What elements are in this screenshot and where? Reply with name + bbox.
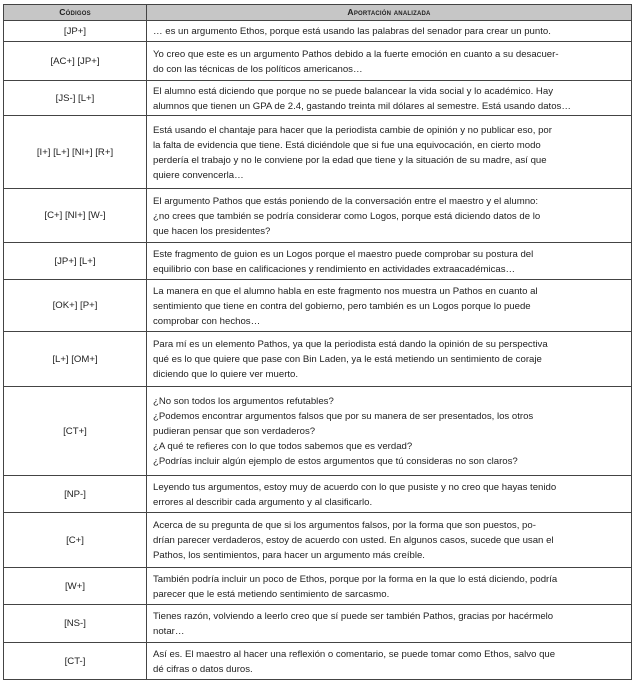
table-row (4, 476, 632, 513)
row-text: Leyendo tus argumentos, estoy muy de acuerdo con lo que pusiste y no creo que hayas tenido errores al describir cada argumento y al clasificarlo. (147, 476, 632, 513)
row-text: El alumno está diciendo que porque no se puede balancear la vida social y lo académico. Hay alumnos que tienen un GPA de 2.4, gastando treinta mil dólares al semestre. Está usando datos… (147, 81, 632, 116)
row-code: [AC+] [JP+] (4, 42, 147, 81)
table-row (4, 605, 632, 643)
row-code: [I+] [L+] [NI+] [R+] (4, 116, 147, 189)
row-text: La manera en que el alumno habla en este fragmento nos muestra un Pathos en cuanto al sentimiento que tiene en contra del gobierno, pero también es un Logos porque lo puede comprobar con hechos… (147, 280, 632, 332)
header-contribution: Aportación analizada (147, 5, 632, 21)
row-code: [C+] (4, 513, 147, 568)
table-row (4, 387, 632, 476)
row-code: [L+] [OM+] (4, 332, 147, 387)
table-row (4, 332, 632, 387)
row-text: ¿No son todos los argumentos refutables? ¿Podemos encontrar argumentos falsos que por su manera de ser presentados, los otros pudieran pensar que son verdaderos? ¿A qué te refieres con lo que todos sabemos que es verdad? ¿Podrías incluir algún ejemplo de estos argumentos que tú consideras no son claros? (147, 387, 632, 476)
row-code: [C+] [NI+] [W-] (4, 189, 147, 243)
row-code: [CT-] (4, 643, 147, 680)
row-code: [JP+] [L+] (4, 243, 147, 280)
header-codes: Códigos (4, 5, 147, 21)
row-text: Tienes razón, volviendo a leerlo creo que sí puede ser también Pathos, gracias por hacérmelo notar… (147, 605, 632, 643)
table-row (4, 568, 632, 605)
row-code: [JP+] (4, 21, 147, 42)
row-code: [NP-] (4, 476, 147, 513)
table-row (4, 81, 632, 116)
table-header-row (4, 5, 632, 21)
row-code: [JS-] [L+] (4, 81, 147, 116)
row-text: … es un argumento Ethos, porque está usando las palabras del senador para crear un punto. (147, 21, 632, 42)
analysis-table (3, 4, 632, 680)
row-code: [OK+] [P+] (4, 280, 147, 332)
table-row (4, 243, 632, 280)
table-row (4, 21, 632, 42)
row-text: El argumento Pathos que estás poniendo de la conversación entre el maestro y el alumno: ¿no crees que también se podría considerar como Logos, porque está diciendo datos de lo que hacen los presidentes? (147, 189, 632, 243)
table-row (4, 643, 632, 680)
row-code: [CT+] (4, 387, 147, 476)
row-text: Está usando el chantaje para hacer que la periodista cambie de opinión y no publicar eso, por la falta de evidencia que tiene. Está diciéndole que si fue una equivocación, en cierto modo perdería el trabajo y no le conviene por la edad que tiene y la situación de su madre, así que quiere convencerla… (147, 116, 632, 189)
table-row (4, 513, 632, 568)
row-code: [NS-] (4, 605, 147, 643)
row-text: Yo creo que este es un argumento Pathos debido a la fuerte emoción en cuanto a su desacuer- do con las técnicas de los políticos americanos… (147, 42, 632, 81)
row-text: Este fragmento de guion es un Logos porque el maestro puede comprobar su postura del equilibrio con base en calificaciones y rendimiento en actividades extraacadémicas… (147, 243, 632, 280)
row-text: Acerca de su pregunta de que si los argumentos falsos, por la forma que son puestos, po- drían parecer verdaderos, estoy de acuerdo con usted. En algunos casos, sucede que usan el Pathos, los sentimientos, para hacer un argumento más creíble. (147, 513, 632, 568)
table-row (4, 42, 632, 81)
row-text: Para mí es un elemento Pathos, ya que la periodista está dando la opinión de su perspectiva qué es lo que quiere que pase con Bin Laden, ya le está metiendo un sentimiento de coraje diciendo que lo quiere ver muerto. (147, 332, 632, 387)
row-code: [W+] (4, 568, 147, 605)
row-text: También podría incluir un poco de Ethos, porque por la forma en la que lo está diciendo, podría parecer que le está metiendo sentimiento de sarcasmo. (147, 568, 632, 605)
table-row (4, 116, 632, 189)
table-row (4, 280, 632, 332)
row-text: Así es. El maestro al hacer una reflexión o comentario, se puede tomar como Ethos, salvo que dé cifras o datos duros. (147, 643, 632, 680)
table-row (4, 189, 632, 243)
